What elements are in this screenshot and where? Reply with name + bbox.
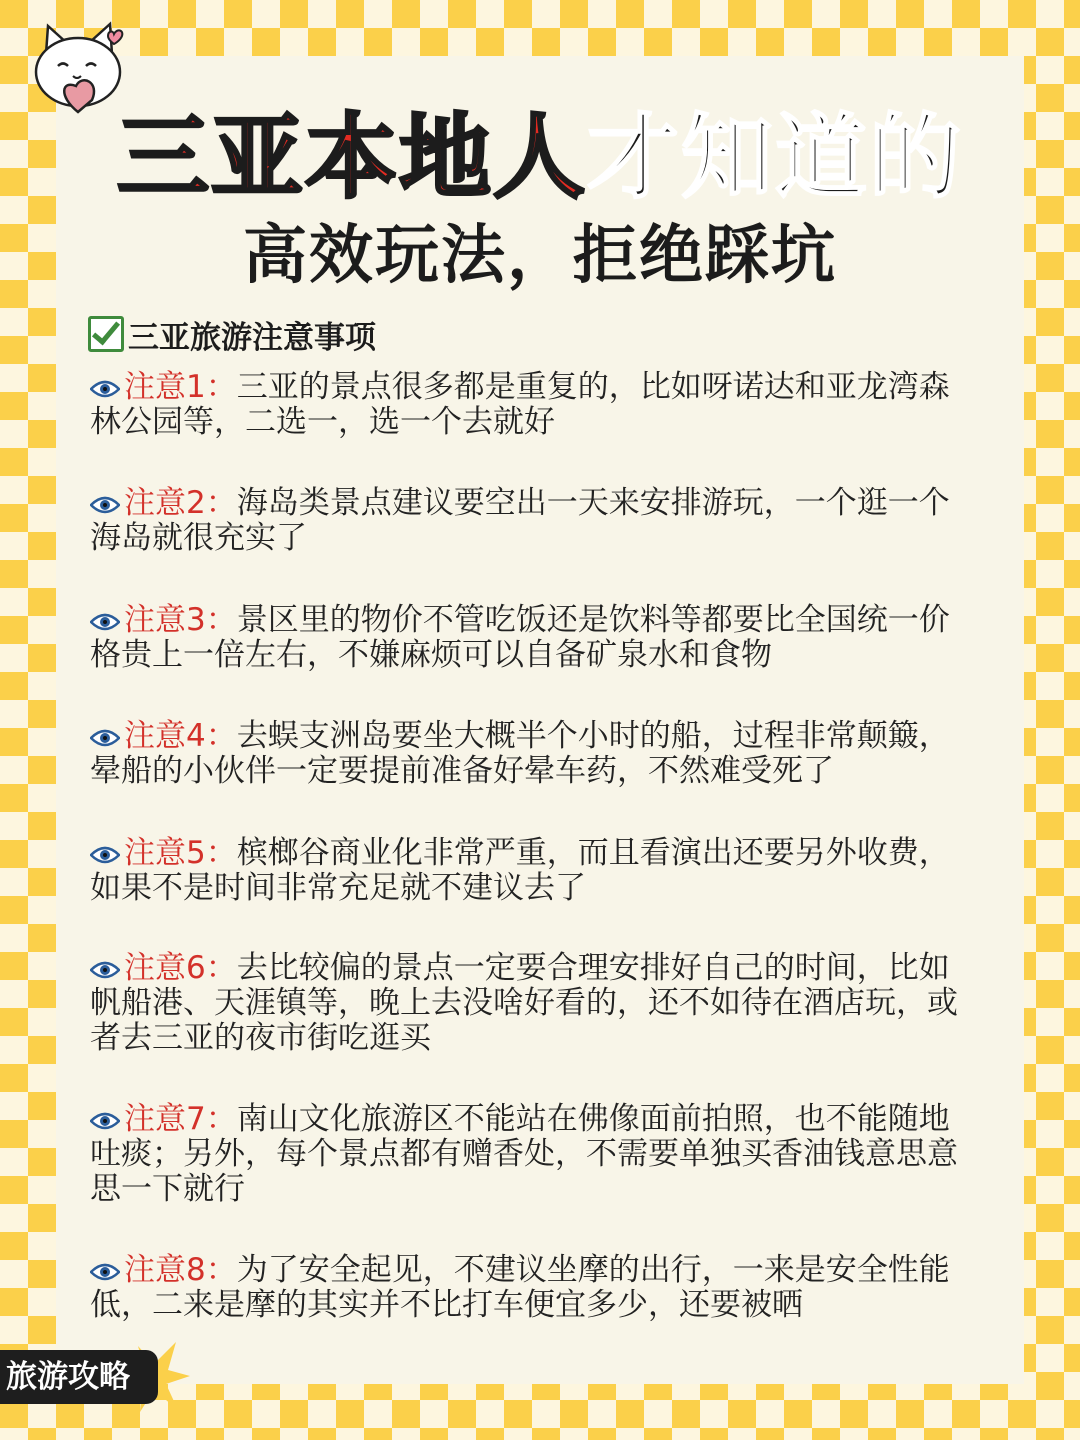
note-label: 注意1： xyxy=(124,369,237,405)
subtitle: 高效玩法，拒绝踩坑 xyxy=(243,219,837,293)
note-text: 海岛类景点建议要空出一天来安排游玩，一个逛一个海岛就很充实了 xyxy=(90,485,950,556)
eye-icon xyxy=(90,728,120,748)
note-label: 注意5： xyxy=(124,835,237,871)
eye-icon xyxy=(90,1262,120,1282)
travel-guide-badge: 旅游攻略 xyxy=(0,1350,158,1404)
note-text: 去蜈支洲岛要坐大概半个小时的船，过程非常颠簸，晕船的小伙伴一定要提前准备好晕车药，不然难受死了 xyxy=(90,718,950,789)
note-item xyxy=(90,1253,980,1323)
note-item xyxy=(90,370,980,440)
note-label: 注意3： xyxy=(124,602,237,638)
note-label: 注意6： xyxy=(124,950,237,986)
note-text: 景区里的物价不管吃饭还是饮料等都要比全国统一价格贵上一倍左右，不嫌麻烦可以自备矿泉水和食物 xyxy=(90,602,950,673)
note-item xyxy=(90,486,980,556)
note-item xyxy=(90,719,980,789)
note-text: 南山文化旅游区不能站在佛像面前拍照，也不能随地吐痰；另外，每个景点都有赠香处，不需要单独买香油钱意思意思一下就行 xyxy=(90,1101,958,1207)
eye-icon xyxy=(90,1111,120,1131)
eye-icon xyxy=(90,379,120,399)
section-heading xyxy=(88,312,376,356)
note-item xyxy=(90,951,980,1056)
main-title-red: 三亚本地人 xyxy=(116,104,587,211)
note-item xyxy=(90,1102,980,1207)
main-title-black: 才知道的 xyxy=(587,104,964,211)
note-label: 注意7： xyxy=(124,1101,237,1137)
eye-icon xyxy=(90,960,120,980)
note-text: 为了安全起见，不建议坐摩的出行，一来是安全性能低，二来是摩的其实并不比打车便宜多少，还要被晒 xyxy=(90,1252,950,1323)
section-heading-text: 三亚旅游注意事项 xyxy=(128,319,376,356)
note-text: 槟榔谷商业化非常严重，而且看演出还要另外收费，如果不是时间非常充足就不建议去了 xyxy=(90,835,950,906)
check-box-icon xyxy=(88,316,124,352)
main-title xyxy=(0,104,1080,211)
eye-icon xyxy=(90,612,120,632)
eye-icon xyxy=(90,495,120,515)
eye-icon xyxy=(90,845,120,865)
note-item xyxy=(90,836,980,906)
note-item xyxy=(90,603,980,673)
note-text: 三亚的景点很多都是重复的，比如呀诺达和亚龙湾森林公园等，二选一，选一个去就好 xyxy=(90,369,950,440)
note-label: 注意8： xyxy=(124,1252,237,1288)
note-label: 注意4： xyxy=(124,718,237,754)
note-label: 注意2： xyxy=(124,485,237,521)
note-text: 去比较偏的景点一定要合理安排好自己的时间，比如帆船港、天涯镇等，晚上去没啥好看的，还不如待在酒店玩，或者去三亚的夜市街吃逛买 xyxy=(90,950,958,1056)
